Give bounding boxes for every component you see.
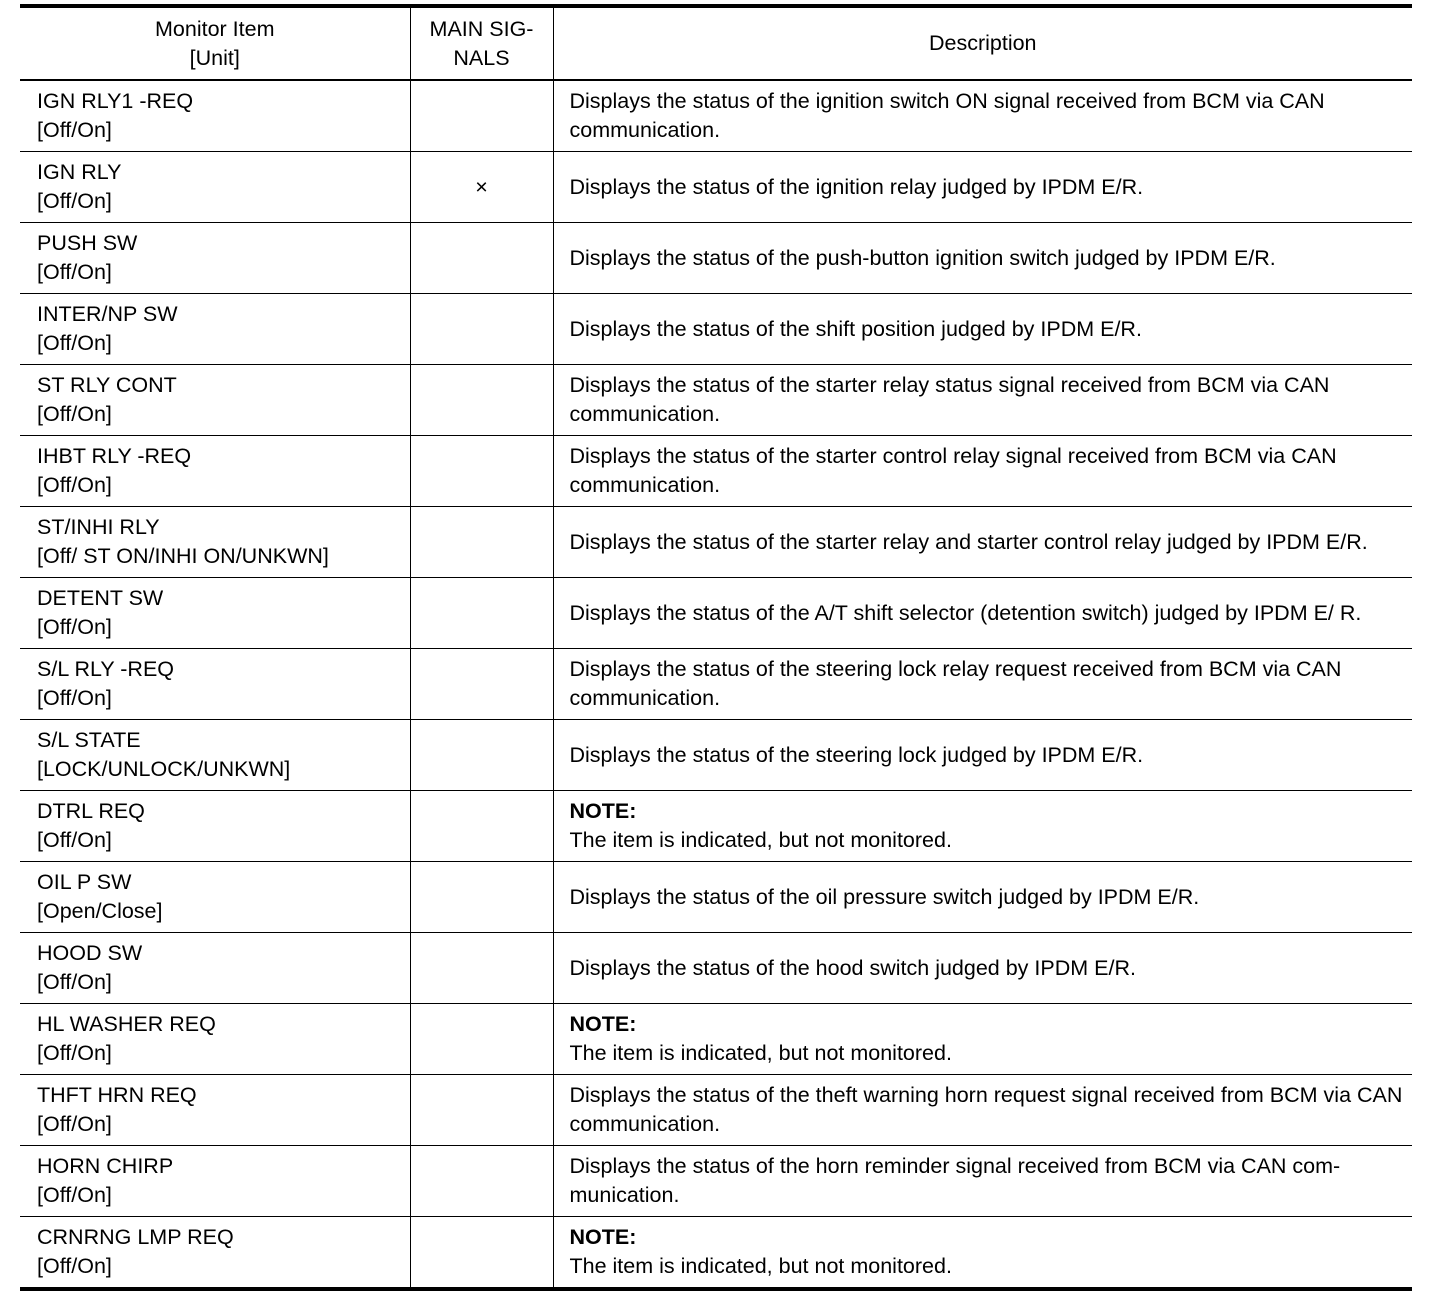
table-row: [20, 933, 1412, 1004]
note-label: NOTE:: [569, 799, 637, 823]
table-row: [20, 1004, 1412, 1075]
description-cell: [553, 365, 1412, 436]
monitor-item-cell: [20, 436, 410, 507]
main-signal-cell: [410, 1217, 553, 1290]
description-text: Displays the status of the push-button ignition switch judged by IPDM E/R.: [569, 245, 1276, 270]
monitor-item-cell: [20, 791, 410, 862]
description-cell: [553, 862, 1412, 933]
main-signal-cell: [410, 80, 553, 152]
header-monitor-item: [20, 6, 410, 80]
monitor-item-unit: [Off/On]: [37, 402, 112, 426]
table-row: [20, 720, 1412, 791]
description-cell: [553, 152, 1412, 223]
monitor-item-unit: [Off/On]: [37, 331, 112, 355]
main-signal-cell: [410, 223, 553, 294]
monitor-item-name: PUSH SW: [37, 231, 138, 255]
main-signal-cell: ×: [410, 152, 553, 223]
note-text: The item is indicated, but not monitored.: [569, 828, 952, 852]
description-cell: [553, 507, 1412, 578]
description-text: Displays the status of the starter relay status signal received from BCM via CAN communication.: [569, 373, 1330, 426]
description-cell: [553, 1004, 1412, 1075]
monitor-item-unit: [Off/On]: [37, 615, 112, 639]
monitor-item-cell: [20, 1004, 410, 1075]
header-monitor-item-label: Monitor Item: [155, 16, 275, 41]
description-text: Displays the status of the starter relay and starter control relay judged by IPDM E/R.: [569, 529, 1368, 554]
monitor-item-cell: [20, 223, 410, 294]
header-description: Description: [553, 6, 1412, 80]
monitor-item-name: S/L RLY -REQ: [37, 657, 175, 681]
monitor-item-unit: [Off/On]: [37, 686, 112, 710]
description-text: Displays the status of the theft warning horn request signal received from BCM via CAN communication.: [569, 1083, 1403, 1136]
monitor-item-name: HORN CHIRP: [37, 1154, 174, 1178]
description-cell: [553, 578, 1412, 649]
table-row: [20, 365, 1412, 436]
description-text: Displays the status of the steering lock judged by IPDM E/R.: [569, 742, 1144, 767]
description-cell: [553, 436, 1412, 507]
monitor-item-unit: [Off/On]: [37, 1183, 112, 1207]
table-row: [20, 436, 1412, 507]
description-text: Displays the status of the ignition switch ON signal received from BCM via CAN communication.: [569, 89, 1325, 142]
table-row: [20, 1075, 1412, 1146]
header-main-signals-line1: MAIN SIG-: [429, 16, 534, 41]
main-signal-cell: [410, 1004, 553, 1075]
description-cell: [553, 80, 1412, 152]
main-signal-cell: [410, 436, 553, 507]
description-cell: [553, 1075, 1412, 1146]
monitor-item-name: IHBT RLY -REQ: [37, 444, 192, 468]
table-row: [20, 223, 1412, 294]
description-text: Displays the status of the steering lock relay request received from BCM via CAN communication.: [569, 657, 1342, 710]
monitor-item-cell: [20, 80, 410, 152]
monitor-item-cell: [20, 294, 410, 365]
monitor-item-cell: [20, 1146, 410, 1217]
monitor-item-unit: [Off/On]: [37, 1041, 112, 1065]
header-main-signals: [410, 6, 553, 80]
description-text: Displays the status of the horn reminder signal received from BCM via CAN com- munication.: [569, 1154, 1341, 1207]
header-row: [20, 6, 1412, 80]
monitor-item-cell: [20, 720, 410, 791]
main-signal-cell: [410, 1146, 553, 1217]
table-row: [20, 294, 1412, 365]
table-row: [20, 1146, 1412, 1217]
monitor-item-name: OIL P SW: [37, 870, 132, 894]
main-signal-cell: [410, 1075, 553, 1146]
description-text: Displays the status of the hood switch judged by IPDM E/R.: [569, 955, 1136, 980]
monitor-item-unit: [Open/Close]: [37, 899, 163, 923]
monitor-item-name: INTER/NP SW: [37, 302, 178, 326]
monitor-item-unit: [Off/On]: [37, 970, 112, 994]
description-text: Displays the status of the oil pressure switch judged by IPDM E/R.: [569, 884, 1200, 909]
note-label: NOTE:: [569, 1225, 637, 1249]
description-text: Displays the status of the ignition relay judged by IPDM E/R.: [569, 174, 1144, 199]
monitor-item-unit: [Off/On]: [37, 118, 112, 142]
monitor-item-cell: [20, 1217, 410, 1290]
monitor-item-unit: [Off/On]: [37, 260, 112, 284]
table-row: [20, 862, 1412, 933]
monitor-item-unit: [Off/On]: [37, 473, 112, 497]
monitor-item-cell: [20, 1075, 410, 1146]
main-signal-cell: [410, 507, 553, 578]
description-cell: [553, 294, 1412, 365]
monitor-item-unit: [Off/On]: [37, 1112, 112, 1136]
main-signal-cell: [410, 578, 553, 649]
description-cell: [553, 649, 1412, 720]
table-body: [20, 80, 1412, 1289]
monitor-item-unit: [LOCK/UNLOCK/UNKWN]: [37, 757, 291, 781]
monitor-item-name: ST RLY CONT: [37, 373, 177, 397]
table-row: [20, 152, 1412, 223]
main-signal-cell: [410, 294, 553, 365]
monitor-item-name: IGN RLY: [37, 160, 122, 184]
description-text: Displays the status of the shift position judged by IPDM E/R.: [569, 316, 1142, 341]
monitor-item-cell: [20, 649, 410, 720]
monitor-item-cell: [20, 365, 410, 436]
monitor-item-cell: [20, 933, 410, 1004]
description-cell: [553, 791, 1412, 862]
monitor-item-name: THFT HRN REQ: [37, 1083, 197, 1107]
header-unit-label: [Unit]: [189, 45, 240, 70]
table-row: [20, 507, 1412, 578]
table-row: [20, 649, 1412, 720]
description-cell: [553, 223, 1412, 294]
description-cell: [553, 720, 1412, 791]
main-signal-cell: [410, 791, 553, 862]
description-cell: [553, 1217, 1412, 1290]
monitor-item-cell: [20, 578, 410, 649]
monitor-item-cell: [20, 507, 410, 578]
monitor-item-name: IGN RLY1 -REQ: [37, 89, 194, 113]
main-signal-cell: [410, 720, 553, 791]
table-header: [20, 6, 1412, 80]
main-signal-cell: [410, 862, 553, 933]
description-cell: [553, 933, 1412, 1004]
header-main-signals-line2: NALS: [453, 45, 510, 70]
table-row: [20, 578, 1412, 649]
document-page: [20, 4, 1412, 1291]
monitor-item-unit: [Off/On]: [37, 1254, 112, 1278]
note-text: The item is indicated, but not monitored.: [569, 1041, 952, 1065]
monitor-item-cell: [20, 152, 410, 223]
table-row: [20, 80, 1412, 152]
main-signal-cell: [410, 933, 553, 1004]
monitor-item-unit: [Off/ ST ON/INHI ON/UNKWN]: [37, 544, 329, 568]
monitor-item-name: DETENT SW: [37, 586, 164, 610]
monitor-item-unit: [Off/On]: [37, 828, 112, 852]
monitor-item-table: [20, 4, 1412, 1291]
monitor-item-name: CRNRNG LMP REQ: [37, 1225, 234, 1249]
main-signal-cell: [410, 365, 553, 436]
description-text: Displays the status of the starter control relay signal received from BCM via CAN communication.: [569, 444, 1337, 497]
table-row: [20, 1217, 1412, 1290]
description-cell: [553, 1146, 1412, 1217]
monitor-item-name: HOOD SW: [37, 941, 143, 965]
table-row: [20, 791, 1412, 862]
note-text: The item is indicated, but not monitored.: [569, 1254, 952, 1278]
monitor-item-name: ST/INHI RLY: [37, 515, 160, 539]
monitor-item-unit: [Off/On]: [37, 189, 112, 213]
main-signal-cell: [410, 649, 553, 720]
note-label: NOTE:: [569, 1012, 637, 1036]
monitor-item-name: HL WASHER REQ: [37, 1012, 216, 1036]
monitor-item-name: DTRL REQ: [37, 799, 145, 823]
monitor-item-name: S/L STATE: [37, 728, 141, 752]
monitor-item-cell: [20, 862, 410, 933]
description-text: Displays the status of the A/T shift selector (detention switch) judged by IPDM E/ R.: [569, 600, 1362, 625]
